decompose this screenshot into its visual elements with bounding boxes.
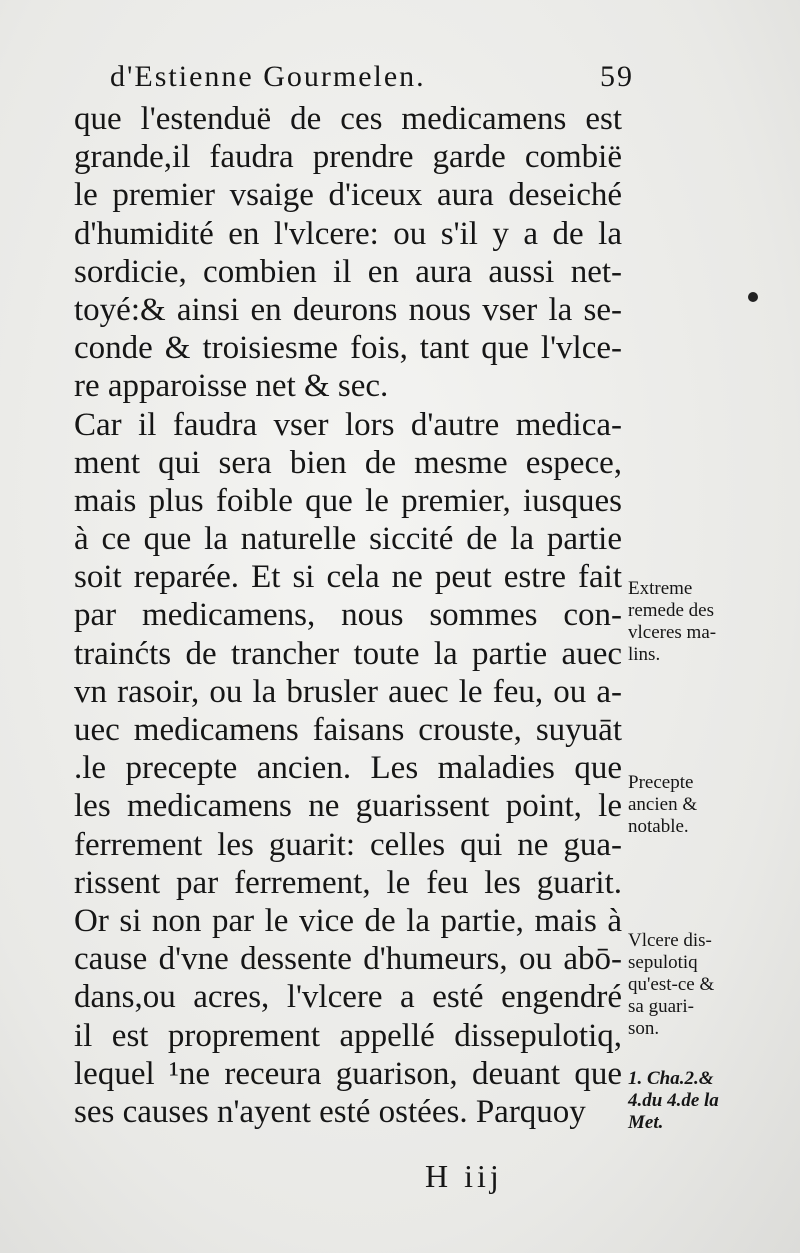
margin-note-line: Extreme [628,578,693,599]
text-line: uec medicamens faisans crouste, suyuāt [74,712,622,748]
text-line: cause d'vne dessente d'humeurs, ou abō- [74,941,622,978]
text-line: il est proprement appellé dissepulotiq, [74,1017,622,1054]
text-line: rissent par ferrement, le feu les guarit. [74,864,622,901]
text-line: le premier vsaige d'iceux aura deseiché [74,177,622,214]
text-line: Car il faudra vser lors d'autre medica- [74,406,622,443]
margin-note-line: vlceres ma- [628,622,717,643]
ink-spot [748,292,758,302]
text-line: .le precepte ancien. Les maladies que [74,750,622,787]
margin-note-line: Vlcere dis- [628,930,712,951]
margin-note-line: Met. [628,1112,664,1133]
margin-note-line: 1. Cha.2.& [628,1068,714,1089]
text-line: à ce que la naturelle siccité de la partie [74,521,622,558]
text-line: grande,il faudra prendre garde combië [74,139,622,176]
text-line: sordicie, combien il en aura aussi net- [74,253,622,290]
text-line: dans,ou acres, l'vlcere a esté engendré [74,979,622,1016]
text-line: Or si non par le vice de la partie, mais à [74,902,622,939]
text-line: soit reparée. Et si cela ne peut estre fait [74,559,622,596]
text-line: conde & troisiesme fois, tant que l'vlce- [74,330,622,367]
margin-note-line: sepulotiq [628,952,698,973]
margin-note-line: ancien & [628,794,698,815]
running-head-title: d'Estienne Gourmelen. [110,60,426,93]
main-text-block [74,100,622,1131]
margin-note [628,772,788,838]
page-number: 59 [600,60,634,93]
text-line: ferrement les guarit: celles qui ne gua- [74,826,622,863]
margin-note-line: son. [628,1018,660,1039]
margin-note-line: sa guari- [628,996,694,1017]
running-header [110,60,634,94]
margin-note-line: remede des [628,600,714,621]
margin-note-line: notable. [628,816,689,837]
text-line: mais plus foible que le premier, iusques [74,482,622,519]
margin-note-line: lins. [628,644,661,665]
text-line: ses causes n'ayent esté ostées. Parquoy [74,1093,586,1130]
text-line: trainćts de trancher toute la partie auec [74,635,622,672]
margin-note-line: Precepte [628,772,694,793]
margin-note-line: 4.du 4.de la [628,1090,719,1111]
text-line: les medicamens ne guarissent point, le [74,788,622,825]
text-line: vn rasoir, ou la brusler auec le feu, ou a- [74,673,622,710]
text-line: toyé:& ainsi en deurons nous vser la se- [74,291,622,328]
text-line: re apparoisse net & sec. [74,368,389,405]
margin-note [628,1068,788,1134]
text-line: que l'estenduë de ces medicamens est [74,101,622,137]
margin-note [628,930,788,1040]
signature-mark: H iij [425,1158,503,1194]
margin-note [628,578,788,666]
margin-note-line: qu'est-ce & [628,974,715,995]
text-line: ment qui sera bien de mesme espece, [74,444,622,481]
text-line: lequel ¹ne receura guarison, deuant que [74,1055,622,1092]
text-line: par medicamens, nous sommes con- [74,597,622,634]
text-line: d'humidité en l'vlcere: ou s'il y a de la [74,215,622,252]
